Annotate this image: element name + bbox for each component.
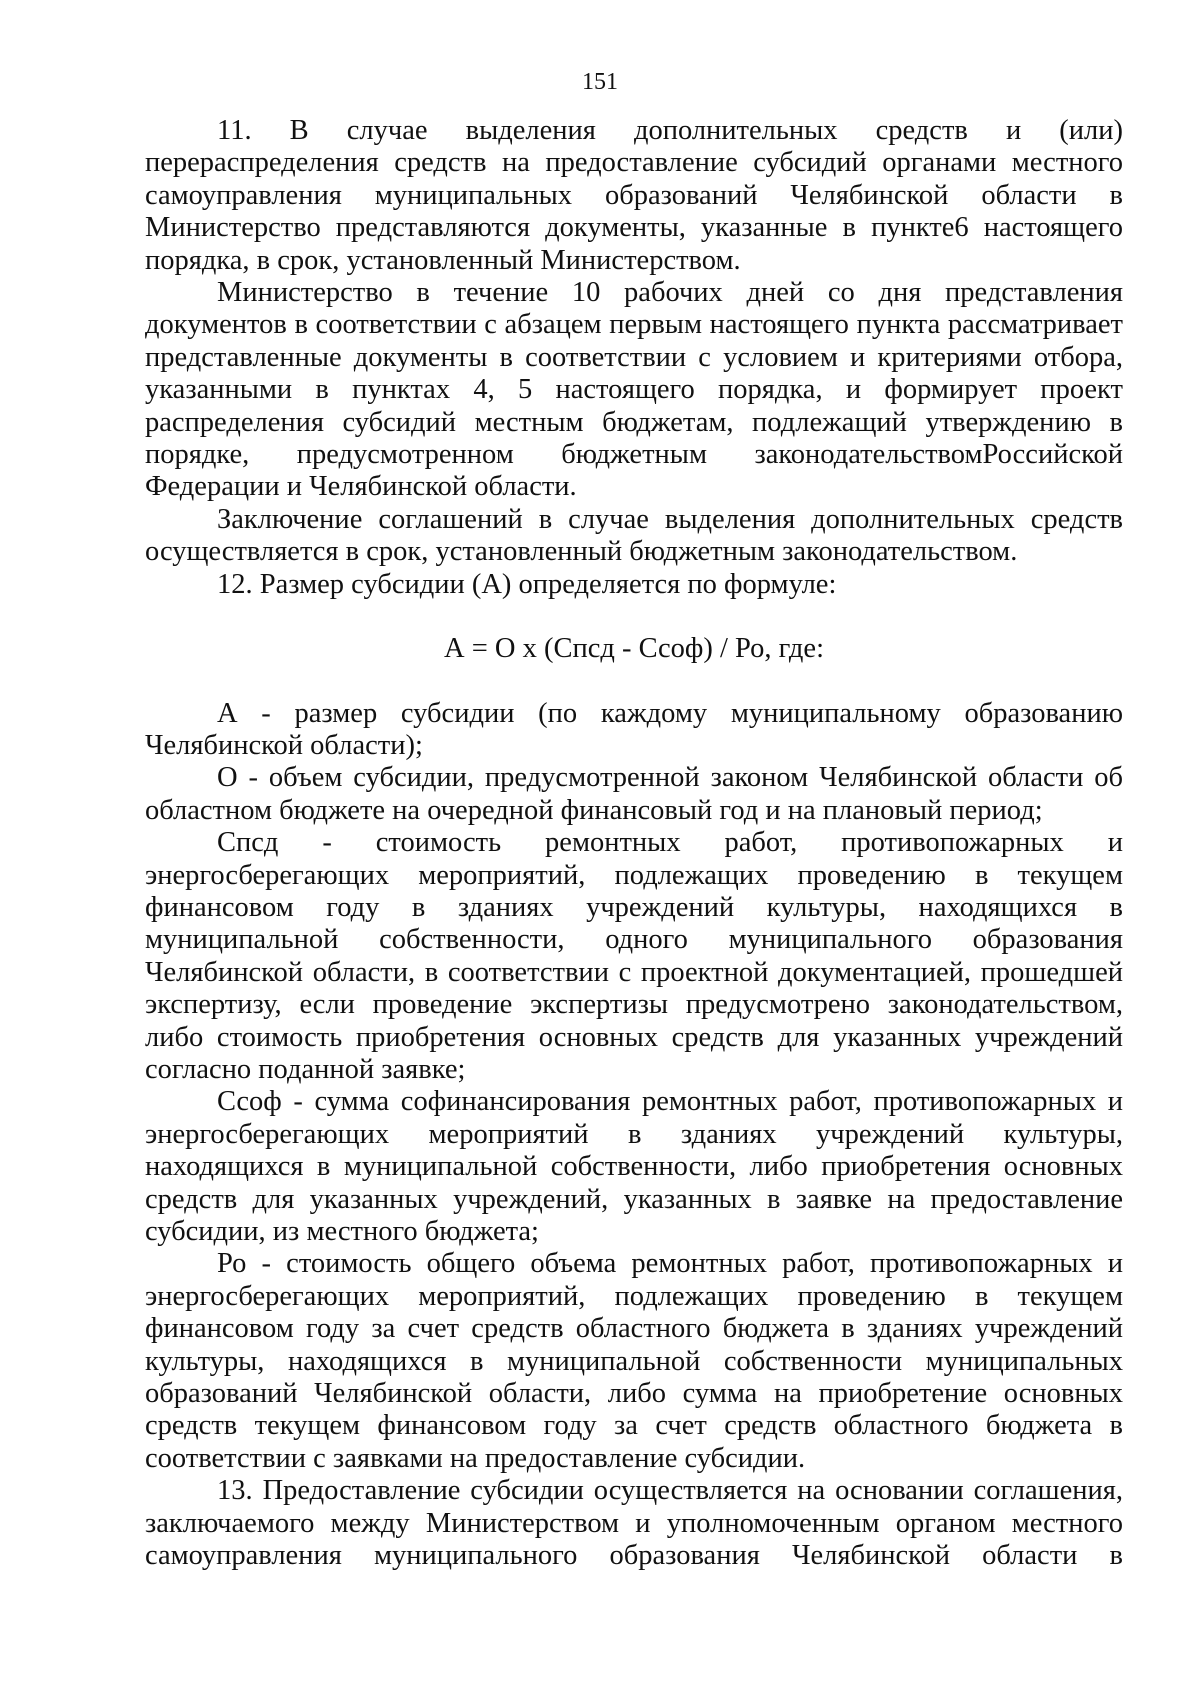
- definition-spsd: Спсд - стоимость ремонтных работ, противопожарных и энергосберегающих мероприятий, подлежащих проведению в текущем финансовом году в зданиях учреждений культуры, находящихся в муниципальной собственности, одного муниципального образования Челябинской области, в соответствии с проектной документацией, прошедшей экспертизу, если проведение экспертизы предусмотрено законодательством, либо стоимость приобретения основных средств для указанных учреждений согласно поданной заявке;: [145, 827, 1123, 1085]
- definition-o: О - объем субсидии, предусмотренной законом Челябинской области об областном бюджете на очередной финансовый год и на плановый период;: [145, 762, 1123, 826]
- paragraph-11: 11. В случае выделения дополнительных средств и (или) перераспределения средств на предоставление субсидий органами местного самоуправления муниципальных образований Челябинской области в Министерство представляются документы, указанные в пункте6 настоящего порядка, в срок, установленный Министерством.: [145, 115, 1123, 276]
- paragraph-agreements: Заключение соглашений в случае выделения дополнительных средств осуществляется в срок, установленный бюджетным законодательством.: [145, 503, 1123, 568]
- paragraph-12: 12. Размер субсидии (А) определяется по формуле:: [217, 568, 837, 600]
- definition-ssof: Ссоф - сумма софинансирования ремонтных работ, противопожарных и энергосберегающих мероприятий в зданиях учреждений культуры, находящихся в муниципальной собственности, либо приобретения основных средств для указанных учреждений, указанных в заявке на предоставление субсидии, из местного бюджета;: [145, 1086, 1123, 1247]
- definition-ro: Ро - стоимость общего объема ремонтных работ, противопожарных и энергосберегающих мероприятий, подлежащих проведению в текущем финансовом году за счет средств областного бюджета в зданиях учреждений культуры, находящихся в муниципальной собственности муниципальных образований Челябинской области, либо сумма на приобретение основных средств текущем финансовом году за счет средств областного бюджета в соответствии с заявками на предоставление субсидии.: [145, 1248, 1123, 1474]
- page-number: 151: [582, 69, 618, 95]
- subsidy-formula: А = О х (Спсд - Ссоф) / Ро, где:: [444, 633, 824, 665]
- paragraph-13: 13. Предоставление субсидии осуществляется на основании соглашения, заключаемого между Министерством и уполномоченным органом местного самоуправления муниципального образования Челябинской области в: [145, 1475, 1123, 1572]
- paragraph-ministry-review: Министерство в течение 10 рабочих дней со дня представления документов в соответствии с абзацем первым настоящего пункта рассматривает представленные документы в соответствии с условием и критериями отбора, указанными в пунктах 4, 5 настоящего порядка, и формирует проект распределения субсидий местным бюджетам, подлежащий утверждению в порядке, предусмотренном бюджетным законодательствомРоссийской Федерации и Челябинской области.: [145, 277, 1123, 503]
- document-body: [145, 115, 1123, 1572]
- definition-a: А - размер субсидии (по каждому муниципальному образованию Челябинской области);: [145, 697, 1123, 761]
